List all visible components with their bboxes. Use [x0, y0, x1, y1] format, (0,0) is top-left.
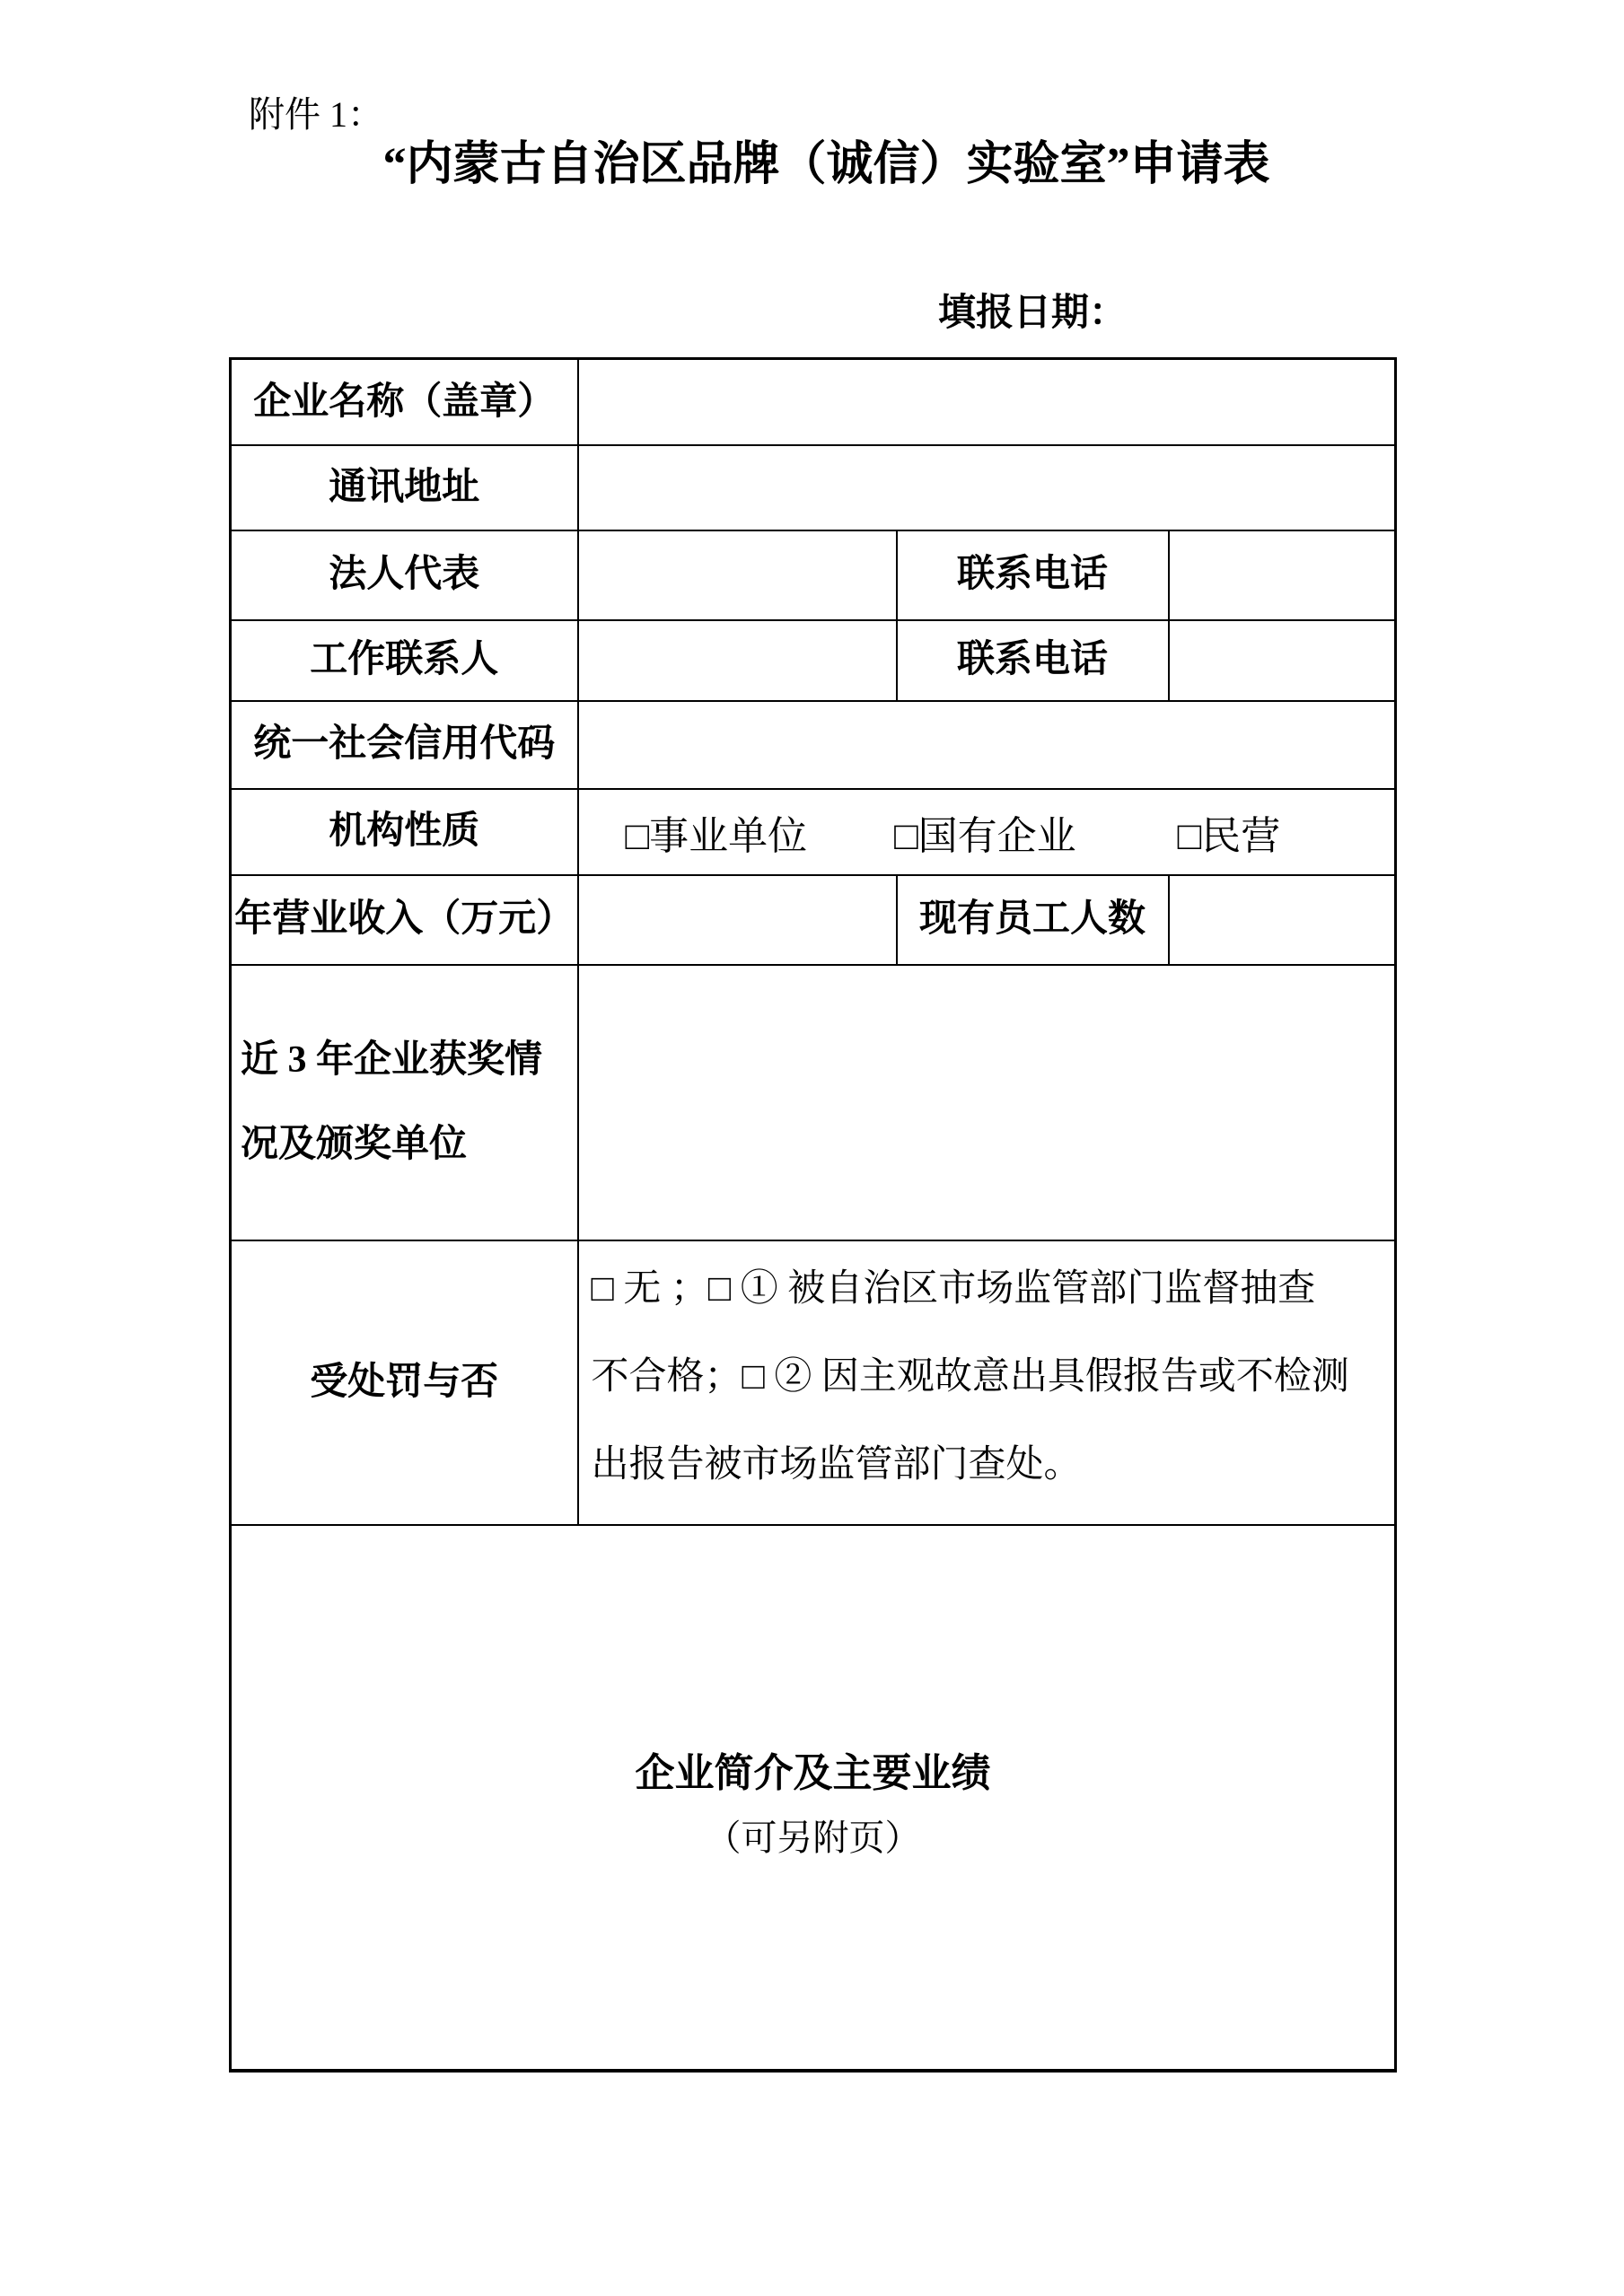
application-form-table: [229, 357, 1397, 2073]
org-type-option-label: 事业单位: [649, 813, 808, 858]
page-title: “内蒙古自治区品牌（诚信）实验室”申请表: [382, 139, 1270, 190]
penalty-line-2: 不合格；□ ② 因主观故意出具假报告或不检测: [591, 1356, 1349, 1398]
address-input[interactable]: [578, 445, 1396, 530]
work-contact-phone-input[interactable]: [1169, 620, 1396, 701]
legal-rep-phone-label: 联系电话: [897, 530, 1169, 620]
credit-code-label: 统一社会信用代码: [231, 701, 578, 789]
profile-section-title: 企业简介及主要业绩: [635, 1750, 991, 1795]
org-type-option-institution[interactable]: [626, 803, 808, 861]
work-contact-input[interactable]: [578, 620, 897, 701]
table-row: [231, 1525, 1396, 2071]
checkbox-icon[interactable]: □: [894, 813, 918, 858]
awards-label: [231, 965, 578, 1240]
table-row: [231, 445, 1396, 530]
org-type-label: 机构性质: [231, 789, 578, 875]
table-row: [231, 789, 1396, 875]
legal-rep-label: 法人代表: [231, 530, 578, 620]
awards-label-line2: 况及颁奖单位: [241, 1124, 468, 1165]
legal-rep-phone-input[interactable]: [1169, 530, 1396, 620]
table-row: [231, 620, 1396, 701]
awards-label-line1: 近 3 年企业获奖情: [241, 1039, 543, 1081]
company-name-input[interactable]: [578, 359, 1396, 445]
table-row: [231, 875, 1396, 965]
fill-date-label: 填报日期：: [938, 293, 1128, 334]
profile-section[interactable]: [231, 1525, 1396, 2071]
awards-input[interactable]: [578, 965, 1396, 1240]
org-type-option-private[interactable]: [1178, 803, 1281, 861]
table-row: [231, 1240, 1396, 1525]
table-row: [231, 965, 1396, 1240]
company-name-label: 企业名称（盖章）: [231, 359, 578, 445]
table-row: [231, 530, 1396, 620]
checkbox-icon[interactable]: □: [1177, 813, 1202, 858]
penalty-line-1: □ 无 ；□ ① 被自治区市场监管部门监督抽查: [591, 1268, 1316, 1310]
table-row: [231, 359, 1396, 445]
work-contact-phone-label: 联系电话: [897, 620, 1169, 701]
legal-rep-input[interactable]: [578, 530, 897, 620]
employees-label: 现有员工人数: [897, 875, 1169, 965]
attachment-label: 附件 1：: [249, 94, 383, 135]
checkbox-icon[interactable]: □: [625, 813, 650, 858]
org-type-option-state-owned[interactable]: [894, 803, 1076, 861]
employees-input[interactable]: [1169, 875, 1396, 965]
profile-section-note: （可另附页）: [705, 1817, 921, 1858]
penalty-options[interactable]: [578, 1240, 1396, 1525]
address-label: 通讯地址: [231, 445, 578, 530]
revenue-input[interactable]: [578, 875, 897, 965]
penalty-line-3: 出报告被市场监管部门查处。: [591, 1444, 1082, 1485]
org-type-option-label: 民营: [1201, 813, 1281, 858]
table-row: [231, 701, 1396, 789]
org-type-options: [578, 789, 1396, 875]
penalty-label: 受处罚与否: [231, 1240, 578, 1525]
credit-code-input[interactable]: [578, 701, 1396, 789]
org-type-option-label: 国有企业: [917, 813, 1076, 858]
revenue-label: 年营业收入（万元）: [231, 875, 578, 965]
work-contact-label: 工作联系人: [231, 620, 578, 701]
